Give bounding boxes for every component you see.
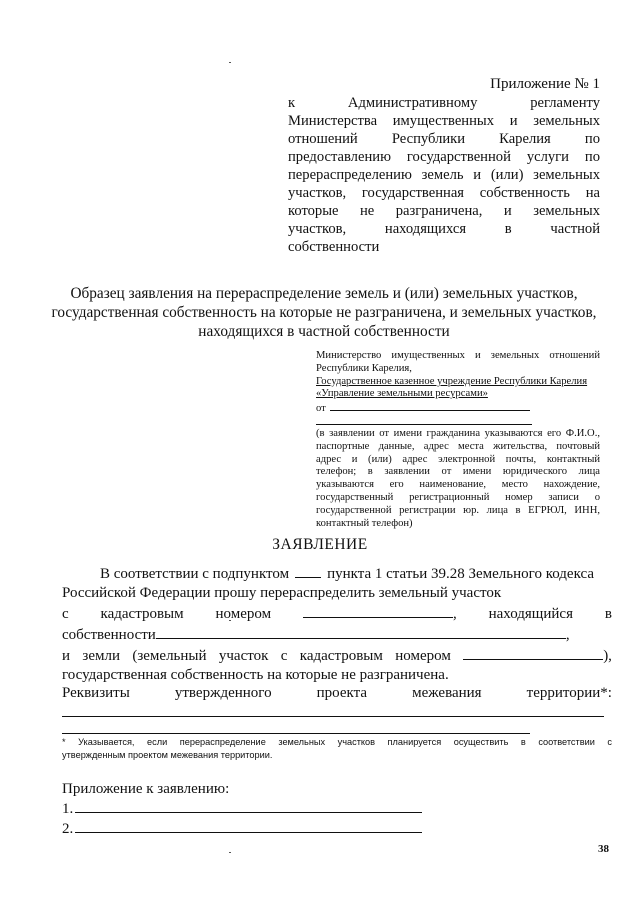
text-fragment: собственности [62, 627, 156, 643]
scan-speck [229, 62, 231, 63]
appendix-line: собственности [288, 239, 380, 255]
addressee-block [316, 350, 600, 530]
attachment-blank[interactable] [75, 799, 422, 813]
text-fragment: территории*: [526, 685, 612, 701]
statement-line [62, 584, 612, 603]
from-blank[interactable] [330, 401, 530, 411]
text-fragment: Реквизиты [62, 685, 130, 701]
appendix-line: которые не разграничена, и земельных [288, 203, 600, 219]
appendix-line: участков, находящихся в частной [288, 221, 600, 237]
hint-line: (в заявлении от имени гражданина указываются его Ф.И.О., [316, 427, 600, 439]
addressee-line: Государственное казенное учреждение Республики Карелия [316, 375, 588, 387]
hint-line: телефон; в заявлении от имени юридического лица [316, 466, 600, 478]
text-fragment: земли [82, 648, 120, 664]
heading-line: государственная собственность на которые не разграничена, и земельных участков, [51, 304, 597, 321]
statement-line [62, 563, 612, 584]
text-fragment: в [604, 606, 612, 622]
addressee-line: «Управление земельными ресурсами» [316, 388, 488, 400]
attachment-blank[interactable] [75, 819, 422, 833]
applicant-hint [316, 428, 600, 530]
hint-line: государственной регистрации юр. лица в ЕГРЮЛ, ИНН, [316, 504, 600, 516]
requisites-blank[interactable] [62, 716, 604, 717]
ownership-blank[interactable] [156, 624, 566, 639]
page-number: 38 [598, 843, 609, 855]
appendix-reference [288, 94, 600, 256]
text-fragment: находящийся [488, 606, 573, 622]
scan-speck [229, 852, 231, 853]
text-fragment: кадастровым [299, 648, 383, 664]
hint-line: государственный регистрационный номер записи о [316, 491, 600, 503]
hint-line: адрес и (или) адрес электронной почты, контактный [316, 453, 600, 465]
attachment-number: 2. [62, 821, 74, 837]
sample-heading [40, 284, 608, 341]
cadastral-number-field[interactable] [303, 603, 457, 624]
statement-line [62, 666, 612, 685]
text-fragment: , [452, 606, 457, 622]
text-fragment: Российской Федерации прошу перераспределить земельный участок [62, 585, 502, 601]
text-fragment: проекта [316, 685, 368, 701]
appendix-line: участков, государственная собственность на [288, 185, 600, 201]
statement-line [62, 624, 612, 645]
text-fragment: государственная собственность на которые не разграничена. [62, 667, 449, 683]
attachment-number: 1. [62, 801, 74, 817]
hint-line: указываются его наименование, место нахождение, [316, 479, 600, 491]
from-label: от [316, 403, 326, 415]
footnote-line: * Указывается, если перераспределение земельных участков планируется осуществить в соответствии с [62, 737, 612, 747]
from-field[interactable] [316, 401, 600, 416]
text-fragment: и [62, 648, 71, 664]
appendix-line: предоставлению государственной услуги по [288, 149, 600, 165]
heading-line: Образец заявления на перераспределение земель и (или) земельных участков, [70, 285, 578, 302]
appendix-line: перераспределению земель и (или) земельных [288, 167, 600, 183]
statement-line [62, 603, 612, 624]
addressee-line: Республики Карелия, [316, 362, 412, 374]
text-fragment: участок [218, 648, 269, 664]
footnote-line: утвержденным проектом межевания территории. [62, 750, 273, 760]
footnote [62, 736, 612, 762]
statement-line [62, 645, 612, 666]
heading-line: находящихся в частной собственности [198, 323, 450, 340]
text-fragment: , [565, 627, 570, 643]
text-fragment: В соответствии с подпунктом [100, 566, 290, 582]
text-fragment: пункта 1 статьи 39.28 Земельного кодекса [327, 566, 594, 582]
statement-body [62, 563, 612, 685]
appendix-line: Министерства имущественных и земельных [288, 113, 600, 129]
text-fragment: утвержденного [174, 685, 272, 701]
text-fragment: с [280, 648, 288, 664]
attachments-title: Приложение к заявлению: [62, 781, 230, 797]
appendix-title: Приложение № 1 [490, 76, 600, 92]
appendix-line: отношений Республики Карелия по [288, 131, 600, 147]
statement-title: ЗАЯВЛЕНИЕ [272, 536, 368, 553]
addressee-line: Министерство имущественных и земельных отношений [316, 350, 600, 361]
attachment-item[interactable] [62, 799, 422, 819]
requisites-line [62, 685, 612, 702]
text-fragment: номером [215, 606, 272, 622]
text-fragment: ), [603, 648, 612, 664]
subparagraph-blank[interactable] [295, 563, 321, 578]
hint-line: контактный телефон) [316, 517, 413, 529]
text-fragment: номером [395, 648, 451, 664]
appendix-line: к Административному регламенту [288, 95, 600, 111]
text-fragment: с [62, 606, 69, 622]
cadastral-number-blank[interactable] [303, 603, 453, 618]
attachments-section [62, 780, 422, 839]
hint-line: паспортные данные, адрес места жительства, почтовый [316, 440, 600, 452]
applicant-blank[interactable] [316, 416, 532, 425]
land-number-field[interactable] [463, 645, 612, 666]
text-fragment: кадастровым [100, 606, 184, 622]
footnote-divider [62, 733, 530, 734]
attachment-item[interactable] [62, 819, 422, 839]
text-fragment: межевания [412, 685, 482, 701]
text-fragment: (земельный [132, 648, 207, 664]
land-cadastral-blank[interactable] [463, 645, 603, 660]
